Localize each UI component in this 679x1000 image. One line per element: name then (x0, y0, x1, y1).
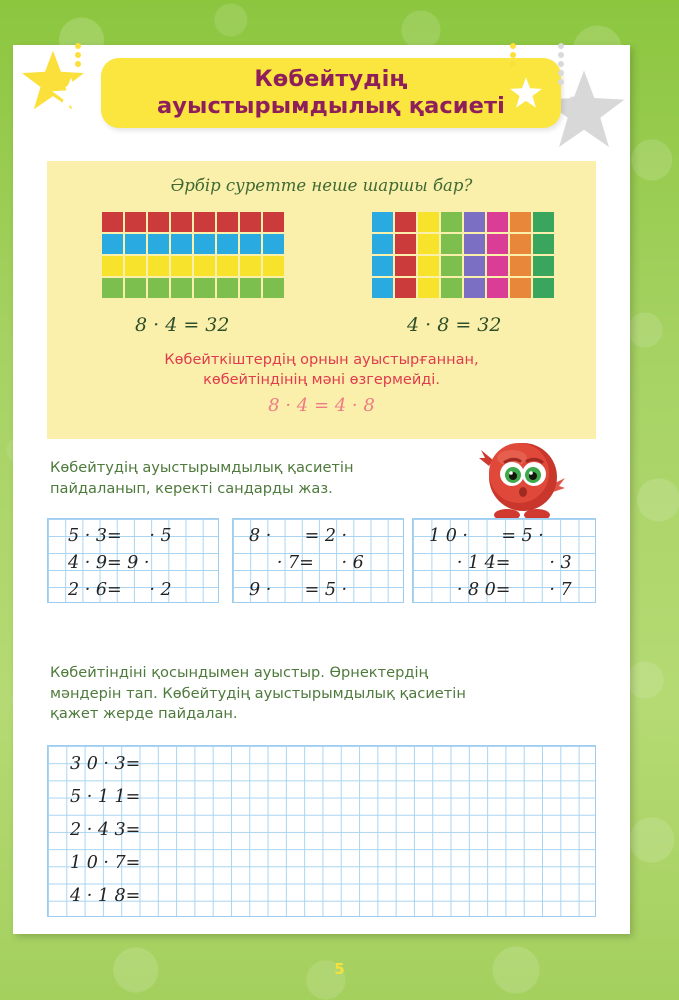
exercise-line: 9 · = 5 · (249, 580, 348, 600)
grid-square (194, 278, 215, 298)
grid-square (148, 278, 169, 298)
grid-square (372, 278, 393, 298)
grid-square (441, 256, 462, 276)
exercise-line: · 8 0= · 7 (429, 580, 572, 600)
grid-square (148, 234, 169, 254)
exercise-box-2[interactable] (232, 518, 404, 603)
grid-square (533, 212, 554, 232)
exercise-line: 5 · 1 1= (70, 787, 141, 807)
grid-square (372, 234, 393, 254)
equation-right: 4 · 8 = 32 (407, 314, 502, 336)
grid-square (510, 278, 531, 298)
grid-square (464, 256, 485, 276)
grid-square (194, 212, 215, 232)
rule-line-2: көбейтіндінің мәні өзгермейді. (203, 371, 440, 388)
grid-square (510, 212, 531, 232)
apple-mascot-icon (479, 432, 567, 527)
decorative-dots-right-grey (558, 43, 564, 85)
grid-square (487, 212, 508, 232)
decorative-star-shadow-small (569, 87, 595, 113)
commutative-rule-text (47, 351, 596, 390)
grid-square (102, 256, 123, 276)
grid-square (441, 278, 462, 298)
grid-square (441, 212, 462, 232)
grid-square (263, 278, 284, 298)
exercise-line: 1 0 · 7= (70, 853, 141, 873)
page-title-line1: Көбейтудің (254, 66, 408, 93)
exercise-line: 2 · 6= · 2 (68, 580, 172, 600)
decorative-dots-right-yellow (510, 43, 516, 67)
grid-square (125, 256, 146, 276)
decorative-dots-left (75, 43, 81, 67)
square-grid-left (102, 212, 284, 298)
grid-square (217, 212, 238, 232)
header-banner-area (13, 45, 630, 160)
grid-square (263, 234, 284, 254)
grid-square (510, 256, 531, 276)
task1-instruction-line1: Көбейтудің ауыстырымдылық қасиетін (50, 459, 354, 476)
grid-square (217, 278, 238, 298)
grid-square (102, 278, 123, 298)
page-number: 5 (334, 960, 345, 978)
exercise-line: 3 0 · 3= (70, 754, 141, 774)
grid-square (263, 256, 284, 276)
grid-square (102, 212, 123, 232)
grid-square (418, 256, 439, 276)
grid-square (372, 256, 393, 276)
exercise-box-4[interactable] (47, 745, 596, 917)
exercise-box-1[interactable] (47, 518, 219, 603)
exercise-line: 1 0 · = 5 · (429, 526, 544, 546)
exercise-box-3[interactable] (412, 518, 596, 603)
exercise-line: 2 · 4 3= (70, 820, 141, 840)
grid-square (240, 278, 261, 298)
grid-square (395, 212, 416, 232)
exercise-line: 8 · = 2 · (249, 526, 348, 546)
page-title-line2: ауыстырымдылық қасиеті (157, 93, 505, 119)
grid-square (171, 278, 192, 298)
grid-square (171, 256, 192, 276)
grid-square (464, 234, 485, 254)
grid-square (533, 234, 554, 254)
grid-square (418, 212, 439, 232)
task2-instruction-line1: Көбейтіндіні қосындымен ауыстыр. Өрнектердің (50, 664, 429, 681)
page-title-banner (101, 58, 561, 128)
grid-square (102, 234, 123, 254)
grid-square (464, 278, 485, 298)
square-grid-right (372, 212, 554, 298)
grid-square (464, 212, 485, 232)
equation-left: 8 · 4 = 32 (135, 314, 230, 336)
grid-square (240, 234, 261, 254)
exercise-line: 5 · 3= · 5 (68, 526, 172, 546)
grid-square (240, 212, 261, 232)
star-icon-white-left (51, 76, 91, 116)
exercise-line: · 7= · 6 (249, 553, 364, 573)
grid-square (441, 234, 462, 254)
exercise-line: 4 · 9= 9 · (68, 553, 150, 573)
task2-instruction-line2: мәндерін тап. Көбейтудің ауыстырымдылық қасиетін (50, 684, 466, 702)
rule-line-1: Көбейткіштердің орнын ауыстырғаннан, (164, 352, 479, 368)
info-card-question: Әрбір суретте неше шаршы бар? (170, 176, 473, 195)
grid-square (395, 256, 416, 276)
grid-square (194, 234, 215, 254)
grid-square (217, 256, 238, 276)
grid-square (171, 212, 192, 232)
grid-square (487, 234, 508, 254)
rule-equation: 8 · 4 = 4 · 8 (268, 395, 375, 416)
info-card (47, 161, 596, 439)
grid-square (125, 212, 146, 232)
decorative-star-shadow-tiny (574, 113, 592, 131)
task1-instruction (50, 458, 470, 499)
page-title (157, 66, 505, 119)
task2-instruction (50, 663, 580, 725)
grid-square (395, 278, 416, 298)
grid-square (194, 256, 215, 276)
exercise-line: · 1 4= · 3 (429, 553, 572, 573)
grid-square (372, 212, 393, 232)
grid-square (533, 256, 554, 276)
grid-square (171, 234, 192, 254)
task1-instruction-line2: пайдаланып, керекті сандарды жаз. (50, 479, 333, 497)
grid-square (418, 234, 439, 254)
grid-square (418, 278, 439, 298)
grid-square (148, 212, 169, 232)
grid-square (125, 234, 146, 254)
grid-square (148, 256, 169, 276)
grid-square (217, 234, 238, 254)
grid-square (533, 278, 554, 298)
grid-square (487, 256, 508, 276)
grid-square (510, 234, 531, 254)
grid-square (487, 278, 508, 298)
star-icon-white-right (509, 76, 543, 110)
grid-square (125, 278, 146, 298)
grid-square (263, 212, 284, 232)
grid-square (240, 256, 261, 276)
exercise-line: 4 · 1 8= (70, 886, 141, 906)
task2-instruction-line3: қажет жерде пайдалан. (50, 705, 238, 723)
grid-square (395, 234, 416, 254)
